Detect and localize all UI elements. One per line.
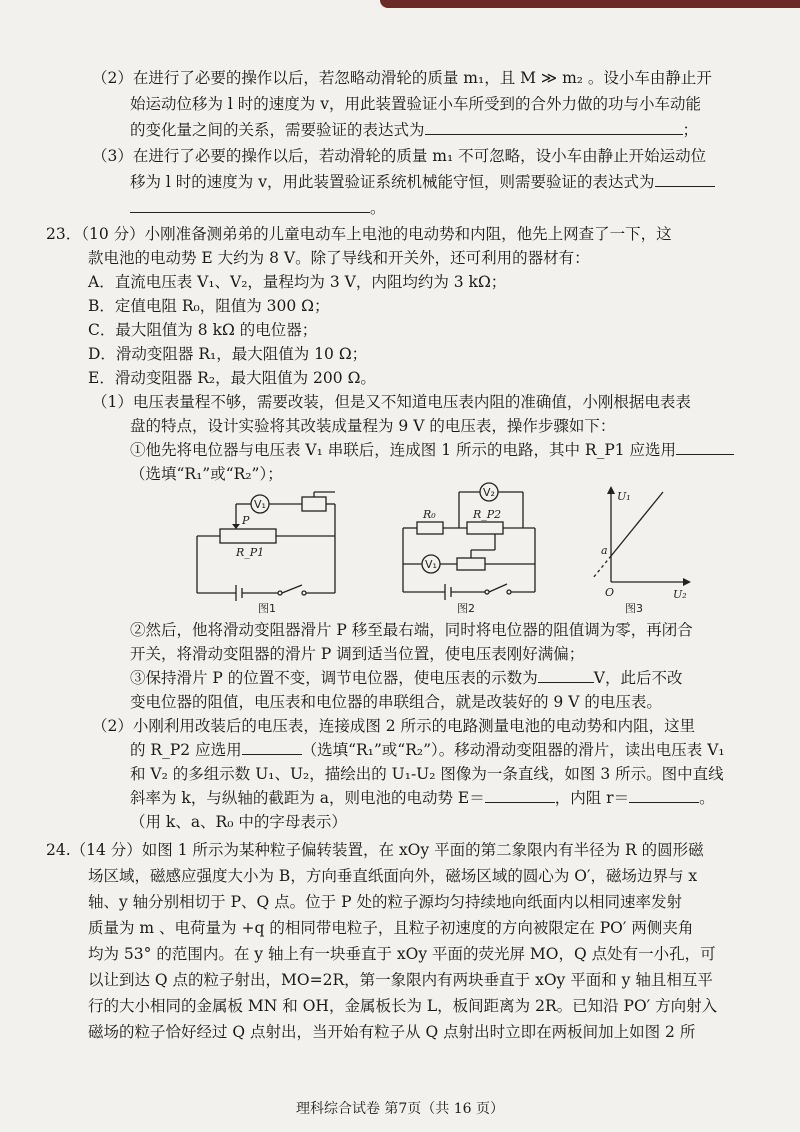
figure-3-graph bbox=[575, 482, 695, 618]
text-line: 质量为 m 、电荷量为 +q 的相同带电粒子，且粒子初速度的方向被限定在 PO′ 两侧夹角 bbox=[88, 919, 694, 937]
figure-2-caption: 图2 bbox=[457, 602, 475, 615]
text-line: （用 k、a、R₀ 中的字母表示） bbox=[130, 813, 347, 831]
answer-blank[interactable] bbox=[425, 120, 683, 135]
x-axis-arrow-icon bbox=[683, 578, 691, 586]
text-span: 斜率为 k，与纵轴的截距为 a，则电池的电动势 E＝ bbox=[130, 789, 485, 807]
text-line: 款电池的电动势 E 大约为 8 V。除了导线和开关外，还可利用的器材有： bbox=[88, 249, 590, 267]
text-line: （2）在进行了必要的操作以后，若忽略动滑轮的质量 m₁，且 M ≫ m₂ 。设小车由静止开 bbox=[92, 69, 712, 87]
text-line bbox=[130, 198, 386, 218]
rp1-label: R_P1 bbox=[236, 546, 265, 559]
rp2-label: R_P2 bbox=[473, 508, 502, 521]
text-line: 24.（14 分）如图 1 所示为某种粒子偏转装置，在 xOy 平面的第二象限内有半径为 R 的圆形磁 bbox=[46, 841, 704, 859]
text-line: （1）电压表量程不够，需要改装，但是又不知道电压表内阻的准确值，小刚根据电表表 bbox=[92, 393, 691, 411]
text-line bbox=[130, 740, 725, 760]
text-line: 始运动位移为 l 时的速度为 v，用此装置验证小车所受到的合外力做的功与小车动能 bbox=[130, 95, 701, 113]
text-line: 变电位器的阻值，电压表和电位器的串联组合，就是改装好的 9 V 的电压表。 bbox=[130, 693, 662, 711]
text-line: 和 V₂ 的多组示数 U₁、U₂，描绘出的 U₁-U₂ 图像为一条直线，如图 3 所示。图中直线 bbox=[130, 765, 724, 783]
text-span: 。 bbox=[699, 789, 715, 807]
text-line bbox=[130, 440, 734, 460]
text-line: 23．（10 分）小刚准备测弟弟的儿童电动车上电池的电动势和内阻，他先上网查了一下，这 bbox=[46, 225, 672, 243]
text-line: ②然后，他将滑动变阻器滑片 P 移至最右端，同时将电位器的阻值调为零，再闭合 bbox=[130, 621, 693, 639]
r0-label: R₀ bbox=[423, 508, 436, 521]
text-span: ①他先将电位器与电压表 V₁ 串联后，连成图 1 所示的电路，其中 R_P1 应选用 bbox=[130, 441, 677, 459]
text-line: B．定值电阻 R₀，阻值为 300 Ω； bbox=[88, 297, 330, 315]
text-span: 的 R_P2 应选用 bbox=[130, 741, 242, 759]
figure-3-caption: 图3 bbox=[625, 602, 643, 615]
text-line: 磁场的粒子恰好经过 Q 点射出，当开始有粒子从 Q 点射出时立即在两板间加上如图 2 所 bbox=[88, 1023, 696, 1041]
answer-blank[interactable] bbox=[130, 198, 370, 213]
text-line: D．滑动变阻器 R₁，最大阻值为 10 Ω； bbox=[88, 345, 368, 363]
answer-blank[interactable] bbox=[629, 788, 699, 803]
answer-blank[interactable] bbox=[538, 668, 594, 683]
text-span: ③保持滑片 P 的位置不变，调节电位器，使电压表的示数为 bbox=[130, 669, 538, 687]
text-line: C．最大阻值为 8 kΩ 的电位器； bbox=[88, 321, 318, 339]
slider-arrow-icon bbox=[232, 524, 240, 529]
figure-1-circuit bbox=[180, 488, 360, 618]
text-line: 盘的特点，设计实验将其改装成量程为 9 V 的电压表，操作步骤如下： bbox=[130, 417, 616, 435]
text-line bbox=[130, 172, 715, 192]
text-line: 以让到达 Q 点的粒子射出，MO=2R，第一象限内有两块垂直于 xOy 平面和 y 轴且相互平 bbox=[88, 971, 713, 989]
u2-axis-label: U₂ bbox=[673, 588, 687, 601]
v1-label: V₁ bbox=[254, 498, 266, 511]
answer-blank[interactable] bbox=[242, 740, 302, 755]
text-line bbox=[130, 668, 683, 688]
text-line: （3）在进行了必要的操作以后，若动滑轮的质量 m₁ 不可忽略，设小车由静止开始运动位 bbox=[92, 147, 707, 165]
text-line: 均为 53° 的范围内。在 y 轴上有一块垂直于 xOy 平面的荧光屏 MO，Q 点处有一小孔，可 bbox=[88, 945, 716, 963]
text-line: 轴、y 轴分别相切于 P、Q 点。位于 P 处的粒子源均匀持续地向纸面内以相同速率发射 bbox=[88, 893, 682, 911]
text-span: ，内阻 r＝ bbox=[554, 789, 630, 807]
v2-label: V₂ bbox=[483, 486, 495, 499]
intercept-a-label: a bbox=[601, 544, 608, 557]
text-line: （选填“R₁”或“R₂”）； bbox=[130, 465, 283, 483]
p-label: P bbox=[242, 514, 250, 527]
text-line: A．直流电压表 V₁、V₂，量程均为 3 V，内阻均约为 3 kΩ； bbox=[88, 273, 507, 291]
figure-1-caption: 图1 bbox=[258, 602, 276, 615]
figure-2-circuit bbox=[395, 480, 545, 618]
text-line bbox=[130, 788, 715, 808]
text-span: （选填“R₁”或“R₂”）。移动滑动变阻器的滑片，读出电压表 V₁ bbox=[301, 741, 725, 759]
text-line: 的变化量之间的关系，需要验证的表达式为 ； bbox=[130, 121, 699, 139]
text-span: 移为 l 时的速度为 v，用此装置验证系统机械能守恒，则需要验证的表达式为 bbox=[130, 173, 655, 191]
v1-label: V₁ bbox=[425, 558, 437, 571]
y-axis-arrow-icon bbox=[607, 486, 615, 494]
text-span: V，此后不改 bbox=[593, 669, 683, 687]
text-span: 的变化量之间的关系，需要验证的表达式为 bbox=[130, 121, 425, 139]
page-footer: 理科综合试卷 第7页（共 16 页） bbox=[295, 1101, 505, 1117]
text-line: （2）小刚利用改装后的电压表，连接成图 2 所示的电路测量电池的电动势和内阻，这里 bbox=[92, 717, 696, 735]
u1-axis-label: U₁ bbox=[617, 490, 631, 503]
text-line: E．滑动变阻器 R₂，最大阻值为 200 Ω。 bbox=[88, 369, 376, 387]
origin-label: O bbox=[605, 586, 615, 599]
text-span: 。 bbox=[370, 199, 386, 217]
answer-blank[interactable] bbox=[485, 788, 555, 803]
text-line: 行的大小相同的金属板 MN 和 OH，金属板长为 L，板间距离为 2R。已知沿 PO′ 方向射入 bbox=[88, 997, 718, 1015]
text-line: 场区域，磁感应强度大小为 B，方向垂直纸面向外，磁场区域的圆心为 O′，磁场边界与 x bbox=[88, 867, 698, 885]
answer-blank[interactable] bbox=[655, 172, 715, 187]
answer-blank[interactable] bbox=[676, 440, 734, 455]
text-line: 开关，将滑动变阻器的滑片 P 调到适当位置，使电压表刚好满偏； bbox=[130, 645, 585, 663]
